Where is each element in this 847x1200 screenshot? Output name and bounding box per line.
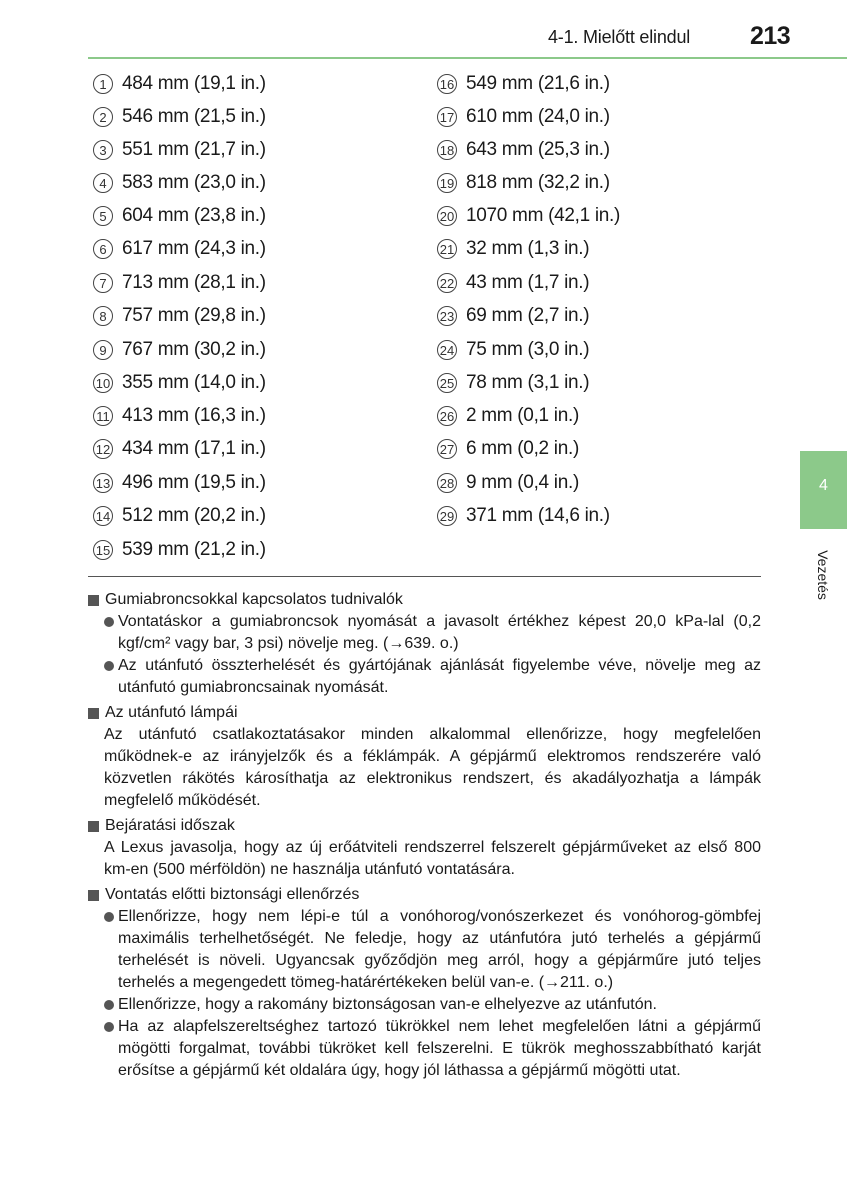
section-title-text: Az utánfutó lámpái — [105, 704, 238, 721]
measurement-item — [437, 469, 579, 497]
item-number-badge: 3 — [93, 140, 113, 160]
measurement-item — [93, 103, 266, 131]
notes-content — [88, 589, 761, 1082]
measurement-item — [93, 202, 266, 230]
item-value: 69 mm (2,7 in.) — [466, 305, 590, 326]
measurement-item — [93, 336, 266, 364]
measurement-item — [437, 269, 589, 297]
bullet-item — [88, 1016, 761, 1082]
measurement-item — [437, 202, 620, 230]
item-number-badge: 11 — [93, 406, 113, 426]
item-number-badge: 13 — [93, 473, 113, 493]
item-number-badge: 9 — [93, 340, 113, 360]
item-number-badge: 4 — [93, 173, 113, 193]
item-number-badge: 19 — [437, 173, 457, 193]
item-value: 539 mm (21,2 in.) — [122, 539, 266, 560]
item-number-badge: 23 — [437, 306, 457, 326]
item-number-badge: 14 — [93, 506, 113, 526]
round-bullet-icon — [104, 1000, 114, 1010]
measurement-item — [93, 269, 266, 297]
measurement-item — [93, 136, 266, 164]
measurement-item — [437, 302, 589, 330]
section-heading-tires — [88, 589, 761, 611]
item-number-badge: 29 — [437, 506, 457, 526]
item-number-badge: 6 — [93, 239, 113, 259]
item-value: 355 mm (14,0 in.) — [122, 372, 266, 393]
item-number-badge: 27 — [437, 439, 457, 459]
round-bullet-icon — [104, 1022, 114, 1032]
item-number-badge: 17 — [437, 107, 457, 127]
chapter-label: Vezetés — [815, 550, 831, 600]
bullet-text: Ha az alapfelszereltséghez tartozó tükrökkel nem lehet megfelelően látni a gépjármű mögötti forgalmat, további tükröket kell felszerelni. E tükrök meghosszabbítható karját erősítse a gépjármű két oldalára úgy, hogy jól láthassa a gépjármű mögötti utat. — [118, 1018, 761, 1079]
measurement-item — [437, 169, 610, 197]
item-number-badge: 1 — [93, 74, 113, 94]
section-heading-safety — [88, 884, 761, 906]
measurement-item — [93, 435, 266, 463]
bullet-item — [88, 655, 761, 699]
measurement-item — [437, 336, 589, 364]
section-title-text: Vontatás előtti biztonsági ellenőrzés — [105, 886, 360, 903]
item-value: 1070 mm (42,1 in.) — [466, 205, 621, 226]
measurement-item — [93, 169, 266, 197]
item-number-badge: 25 — [437, 373, 457, 393]
item-value: 604 mm (23,8 in.) — [122, 205, 266, 226]
section-title-text: Gumiabroncsokkal kapcsolatos tudnivalók — [105, 591, 403, 608]
measurement-item — [437, 136, 610, 164]
item-value: 484 mm (19,1 in.) — [122, 73, 266, 94]
section-title: 4-1. Mielőtt elindul — [548, 27, 691, 47]
measurement-item — [437, 435, 579, 463]
section-heading-breakin — [88, 815, 761, 837]
item-number-badge: 24 — [437, 340, 457, 360]
item-number-badge: 2 — [93, 107, 113, 127]
square-bullet-icon — [88, 890, 99, 901]
item-value: 551 mm (21,7 in.) — [122, 139, 266, 160]
item-value: 43 mm (1,7 in.) — [466, 272, 590, 293]
measurement-item — [93, 536, 266, 564]
item-number-badge: 26 — [437, 406, 457, 426]
measurement-item — [93, 402, 266, 430]
item-number-badge: 28 — [437, 473, 457, 493]
bullet-item — [88, 906, 761, 994]
item-value: 434 mm (17,1 in.) — [122, 438, 266, 459]
item-value: 583 mm (23,0 in.) — [122, 172, 266, 193]
bullet-text: Az utánfutó összterhelését és gyártójának ajánlását figyelembe véve, növelje meg az utánfutó gumiabroncsainak nyomását. — [118, 657, 761, 696]
item-value: 9 mm (0,4 in.) — [466, 472, 579, 493]
item-value: 2 mm (0,1 in.) — [466, 405, 579, 426]
section-paragraph: Az utánfutó csatlakoztatásakor minden alkalommal ellenőrizze, hogy megfelelően működnek-e az irányjelzők és a féklámpák. A gépjármű elektromos rendszerére való közvetlen rákötés károsíthatja az elektronikus rendszert, és akadályozhatja a lámpák megfelelő működését. — [104, 726, 761, 809]
round-bullet-icon — [104, 661, 114, 671]
item-number-badge: 5 — [93, 206, 113, 226]
bullet-text: Vontatáskor a gumiabroncsok nyomását a javasolt értékhez képest 20,0 kPa-lal (0,2 kgf/cm² vagy bar, 3 psi) növelje meg. (→639. o.) — [118, 613, 761, 652]
item-number-badge: 16 — [437, 74, 457, 94]
measurement-item — [437, 70, 610, 98]
item-value: 610 mm (24,0 in.) — [466, 106, 610, 127]
item-number-badge: 12 — [93, 439, 113, 459]
measurement-item — [93, 70, 266, 98]
round-bullet-icon — [104, 912, 114, 922]
item-number-badge: 7 — [93, 273, 113, 293]
item-number-badge: 22 — [437, 273, 457, 293]
item-value: 757 mm (29,8 in.) — [122, 305, 266, 326]
bullet-text: Ellenőrizze, hogy nem lépi-e túl a vonóhorog/vonószerkezet és vonóhorog-gömbfej maximális terhelhetőségét. Ne feledje, hogy az utánfutóra jutó terhelés a gépjármű terhelését is növeli. Ugyancsak győződjön meg arról, hogy a gépjárműre jutó teljes terhelés a megengedett tömeg-határértékeken belül van-e. (→211. o.) — [118, 908, 761, 991]
square-bullet-icon — [88, 708, 99, 719]
item-value: 75 mm (3,0 in.) — [466, 339, 590, 360]
section-heading-lamps — [88, 702, 761, 724]
item-value: 818 mm (32,2 in.) — [466, 172, 610, 193]
measurement-item — [93, 302, 266, 330]
section-divider — [88, 576, 761, 577]
item-value: 496 mm (19,5 in.) — [122, 472, 266, 493]
section-paragraph: A Lexus javasolja, hogy az új erőátviteli rendszerrel felszerelt gépjárműveket az első 800 km-en (500 mérföldön) ne használja utánfutó vontatására. — [104, 839, 761, 878]
square-bullet-icon — [88, 595, 99, 606]
item-value: 643 mm (25,3 in.) — [466, 139, 610, 160]
measurement-item — [437, 235, 589, 263]
item-number-badge: 15 — [93, 540, 113, 560]
item-value: 549 mm (21,6 in.) — [466, 73, 610, 94]
item-number-badge: 21 — [437, 239, 457, 259]
item-value: 6 mm (0,2 in.) — [466, 438, 579, 459]
item-value: 617 mm (24,3 in.) — [122, 238, 266, 259]
measurement-item — [93, 369, 266, 397]
round-bullet-icon — [104, 617, 114, 627]
measurement-item — [437, 402, 579, 430]
item-value: 78 mm (3,1 in.) — [466, 372, 590, 393]
item-number-badge: 10 — [93, 373, 113, 393]
bullet-item — [88, 994, 761, 1016]
chapter-number: 4 — [819, 477, 828, 494]
item-number-badge: 18 — [437, 140, 457, 160]
item-value: 371 mm (14,6 in.) — [466, 505, 610, 526]
measurement-item — [437, 502, 610, 530]
header-rule — [88, 57, 847, 59]
section-title-text: Bejáratási időszak — [105, 817, 235, 834]
item-value: 32 mm (1,3 in.) — [466, 238, 590, 259]
item-value: 713 mm (28,1 in.) — [122, 272, 266, 293]
item-number-badge: 20 — [437, 206, 457, 226]
square-bullet-icon — [88, 821, 99, 832]
item-value: 767 mm (30,2 in.) — [122, 339, 266, 360]
bullet-text: Ellenőrizze, hogy a rakomány biztonságosan van-e elhelyezve az utánfutón. — [118, 996, 657, 1013]
measurement-item — [437, 369, 589, 397]
measurement-item — [93, 235, 266, 263]
page-number: 213 — [750, 22, 791, 50]
measurement-item — [93, 502, 266, 530]
item-value: 413 mm (16,3 in.) — [122, 405, 266, 426]
item-value: 546 mm (21,5 in.) — [122, 106, 266, 127]
item-number-badge: 8 — [93, 306, 113, 326]
bullet-item — [88, 611, 761, 655]
measurement-item — [437, 103, 610, 131]
item-value: 512 mm (20,2 in.) — [122, 505, 266, 526]
measurement-item — [93, 469, 266, 497]
chapter-tab[interactable] — [800, 451, 847, 529]
